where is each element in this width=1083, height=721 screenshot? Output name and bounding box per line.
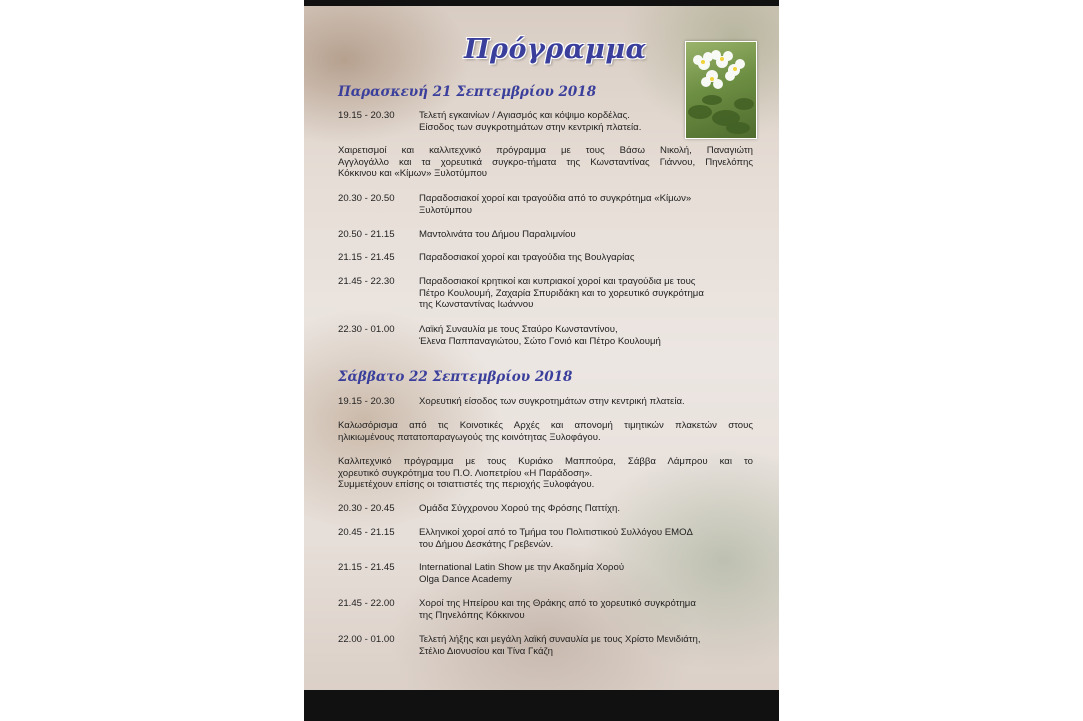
row-description: Χορευτική είσοδος των συγκροτημάτων στην κεντρική πλατεία. [419,396,685,407]
row-description: International Latin Show με την Ακαδημία Χορού Olga Dance Academy [419,562,625,585]
row-description: Μαντολινάτα του Δήμου Παραλιμνίου [419,229,576,240]
row-time: 21.45 - 22.30 [338,276,395,287]
row-time: 20.45 - 21.15 [338,527,395,538]
row-description: Λαϊκή Συναυλία με τους Σταύρο Κωνσταντίνου, Έλενα Παππαναγιώτου, Σώτο Γονιό και Πέτρο Κουλουμή [419,324,661,347]
row-time: 21.15 - 21.45 [338,562,395,573]
top-border [304,0,779,6]
day2-paragraph-1: Καλωσόρισμα από τις Κοινοτικές Αρχές και απονομή τιμητικών πλακετών στους ηλικιωμένους πατατοπαραγωγούς της κοινότητας Ξυλοφάγου. [338,420,753,443]
row-description: Παραδοσιακοί χοροί και τραγούδια της Βουλγαρίας [419,252,635,263]
day1-heading: Παρασκευή 21 Σεπτεμβρίου 2018 [338,84,597,100]
row-time: 20.30 - 20.50 [338,193,395,204]
row-description: Τελετή εγκαινίων / Αγιασμός και κόψιμο κορδέλας. Είσοδος των συγκροτημάτων στην κεντρική πλατεία. [419,110,642,133]
poster-title: Πρόγραμμα [464,34,647,65]
bottom-border [304,690,779,721]
row-time: 19.15 - 20.30 [338,110,395,121]
row-time: 22.00 - 01.00 [338,634,395,645]
row-time: 20.50 - 21.15 [338,229,395,240]
row-description: Παραδοσιακοί χοροί και τραγούδια από το συγκρότημα «Κίμων» Ξυλοτύμπου [419,193,692,216]
row-time: 19.15 - 20.30 [338,396,395,407]
row-description: Χοροί της Ηπείρου και της Θράκης από το χορευτικό συγκρότημα της Πηνελόπης Κόκκινου [419,598,696,621]
row-time: 21.15 - 21.45 [338,252,395,263]
day2-paragraph-2: Καλλιτεχνικό πρόγραμμα με τους Κυριάκο Μαππούρα, Σάββα Λάμπρου και το χορευτικό συγκρότημα του Π.Ο. Λιοπετρίου «Η Παράδοση». Συμμετέχουν επίσης οι τσιαττιστές της περιοχής Ξυλοφάγου. [338,456,753,490]
row-time: 20.30 - 20.45 [338,503,395,514]
row-description: Τελετή λήξης και μεγάλη λαϊκή συναυλία με τους Χρίστο Μενιδιάτη, Στέλιο Διονυσίου και Τίνα Γκάζη [419,634,701,657]
row-time: 21.45 - 22.00 [338,598,395,609]
row-description: Ομάδα Σύγχρονου Χορού της Φρόσης Παττίχη. [419,503,621,514]
program-poster [304,0,779,721]
row-description: Παραδοσιακοί κρητικοί και κυπριακοί χοροί και τραγούδια με τους Πέτρο Κουλουμή, Ζαχαρία Σπυριδάκη και το χορευτικό συγκρότημα της Κωνσταντίνας Ιωάννου [419,276,704,310]
day1-paragraph: Χαιρετισμοί και καλλιτεχνικό πρόγραμμα με τους Βάσω Νικολή, Παναγιώτη Αγγλογάλλο και τα χορευτικά συγκρο-τήματα της Κωνσταντίνας Γιάννου, Πηνελόπης Κόκκινου και «Κίμων» Ξυλοτύμπου [338,145,753,179]
row-description: Ελληνικοί χοροί από το Τμήμα του Πολιτιστικού Συλλόγου ΕΜΟΔ του Δήμου Δεσκάτης Γρεβενών. [419,527,693,550]
row-time: 22.30 - 01.00 [338,324,395,335]
day2-heading: Σάββατο 22 Σεπτεμβρίου 2018 [338,369,573,385]
